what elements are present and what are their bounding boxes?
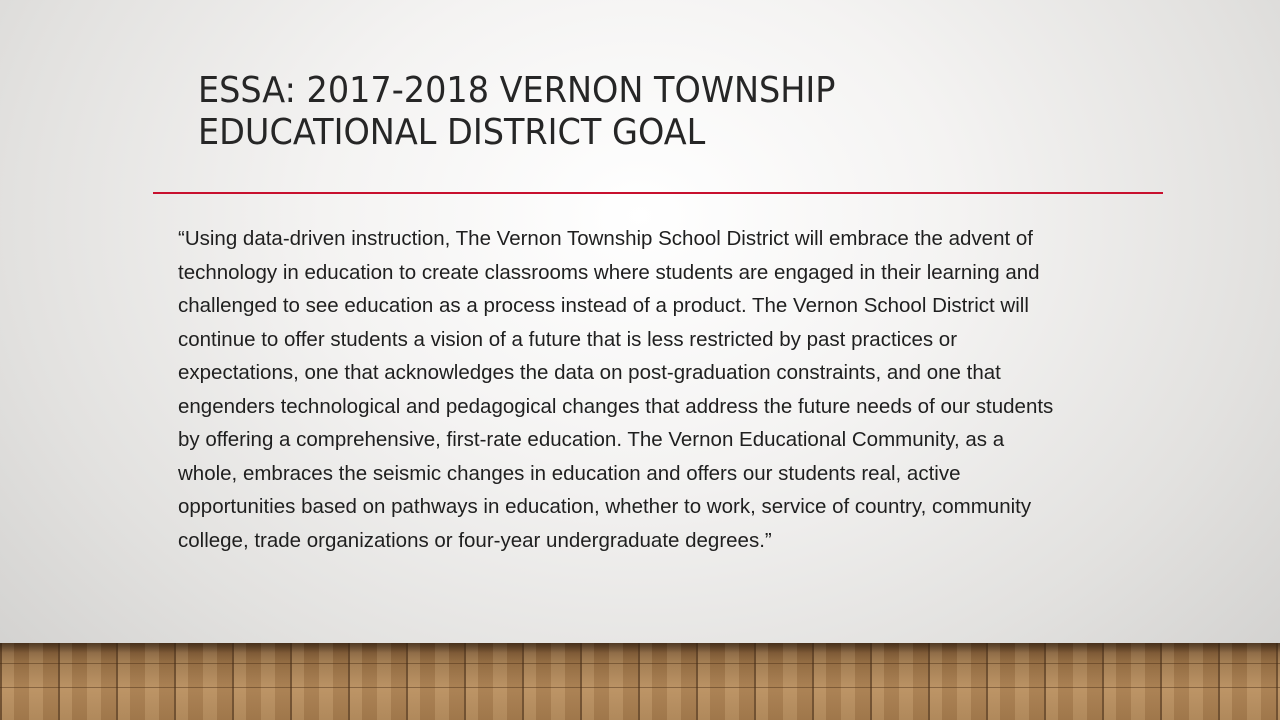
title-divider [153, 192, 1163, 194]
goal-statement [178, 222, 1168, 557]
goal-line-8: whole, embraces the seismic changes in education and offers our students real, active [178, 461, 961, 485]
goal-line-4: continue to offer students a vision of a future that is less restricted by past practices or [178, 327, 958, 351]
goal-line-6: engenders technological and pedagogical changes that address the future needs of our students [178, 394, 1054, 418]
goal-line-2: technology in education to create classrooms where students are engaged in their learning and [178, 260, 1040, 284]
goal-line-10: college, trade organizations or four-year undergraduate degrees.” [178, 528, 772, 552]
slide-title [198, 70, 1091, 154]
floor-shadow [0, 643, 1280, 653]
floor-seam [0, 663, 1280, 664]
floor-seam [0, 687, 1280, 688]
goal-line-5: expectations, one that acknowledges the data on post-graduation constraints, and one that [178, 361, 1001, 384]
goal-line-3: challenged to see education as a process instead of a product. The Vernon School District will [178, 294, 1029, 317]
slide-title-line-2: EDUCATIONAL DISTRICT GOAL [198, 112, 706, 153]
wood-floor-background [0, 643, 1280, 720]
goal-line-7: by offering a comprehensive, first-rate education. The Vernon Educational Community, as a [178, 428, 1005, 451]
goal-line-1: “Using data-driven instruction, The Vernon Township School District will embrace the advent of [178, 227, 1033, 250]
goal-line-9: opportunities based on pathways in education, whether to work, service of country, community [178, 495, 1032, 518]
slide-title-line-1: ESSA: 2017-2018 VERNON TOWNSHIP [198, 70, 836, 111]
